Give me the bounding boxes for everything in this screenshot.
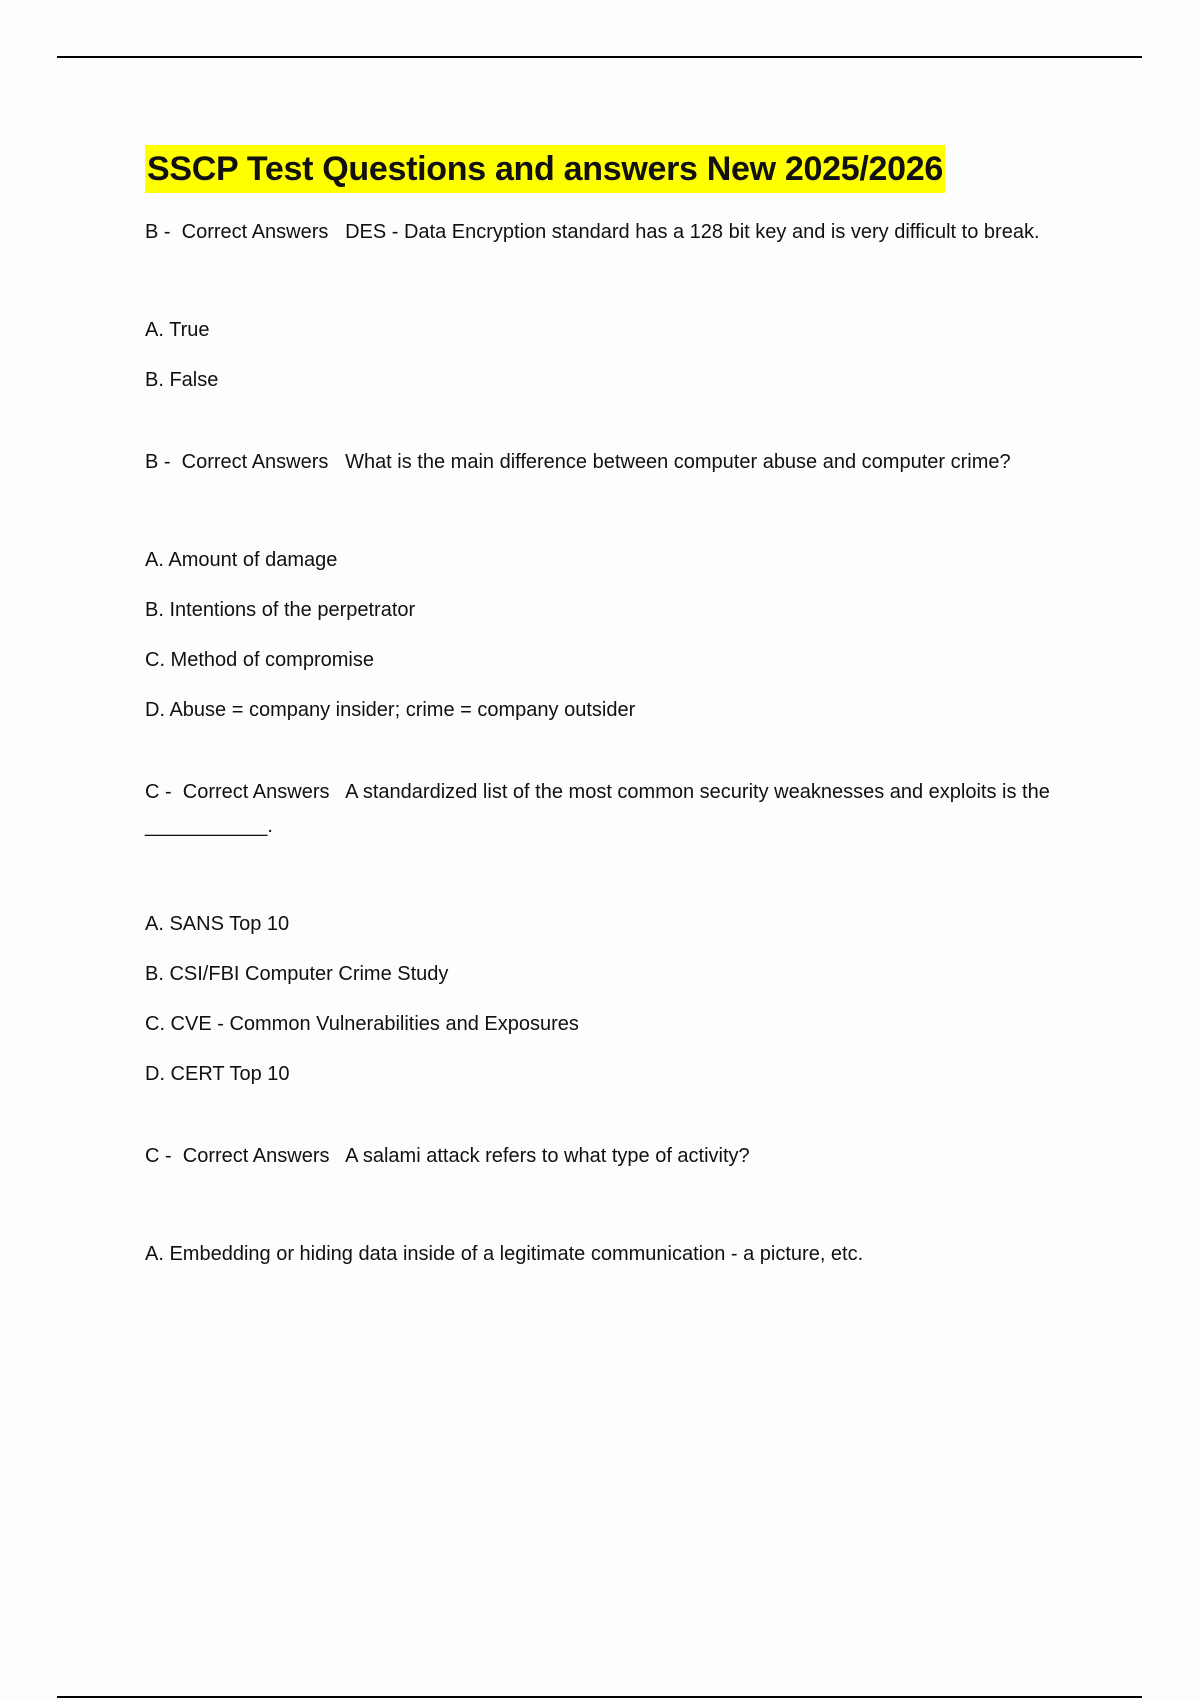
option-item: B. Intentions of the perpetrator xyxy=(145,599,416,621)
option-item: C. CVE - Common Vulnerabilities and Exposures xyxy=(145,1013,579,1035)
header-rule xyxy=(57,56,1142,58)
question-text xyxy=(145,1139,1085,1173)
option-list xyxy=(145,315,1085,395)
document-body xyxy=(145,145,1085,1319)
question-stem: A salami attack refers to what type of activity? xyxy=(345,1145,750,1167)
question-stem: What is the main difference between computer abuse and computer crime? xyxy=(345,451,1011,473)
option-list xyxy=(145,909,1085,1089)
question-text xyxy=(145,445,1085,479)
answer-prefix: C - Correct Answers xyxy=(145,1145,330,1167)
option-list xyxy=(145,1239,1085,1269)
question-block xyxy=(145,215,1085,395)
option-item: C. Method of compromise xyxy=(145,649,374,671)
option-item: B. CSI/FBI Computer Crime Study xyxy=(145,963,449,985)
option-item: A. SANS Top 10 xyxy=(145,913,290,935)
option-item: A. Embedding or hiding data inside of a legitimate communication - a picture, etc. xyxy=(145,1243,864,1265)
option-item: B. False xyxy=(145,369,219,391)
question-text xyxy=(145,215,1085,249)
question-block xyxy=(145,445,1085,725)
document-title: SSCP Test Questions and answers New 2025/2026 xyxy=(145,145,945,193)
option-list xyxy=(145,545,1085,725)
option-item: D. CERT Top 10 xyxy=(145,1063,290,1085)
answer-prefix: B - Correct Answers xyxy=(145,221,329,243)
answer-prefix: B - Correct Answers xyxy=(145,451,329,473)
question-block xyxy=(145,775,1085,1089)
question-text xyxy=(145,775,1085,843)
answer-prefix: C - Correct Answers xyxy=(145,781,330,803)
footer-rule xyxy=(57,1696,1142,1698)
option-item: D. Abuse = company insider; crime = company outsider xyxy=(145,699,636,721)
question-stem: A standardized list of the most common security weaknesses and exploits is the ___________. xyxy=(145,781,1050,837)
option-item: A. Amount of damage xyxy=(145,549,338,571)
question-stem: DES - Data Encryption standard has a 128 bit key and is very difficult to break. xyxy=(345,221,1040,243)
question-block xyxy=(145,1139,1085,1269)
option-item: A. True xyxy=(145,319,210,341)
